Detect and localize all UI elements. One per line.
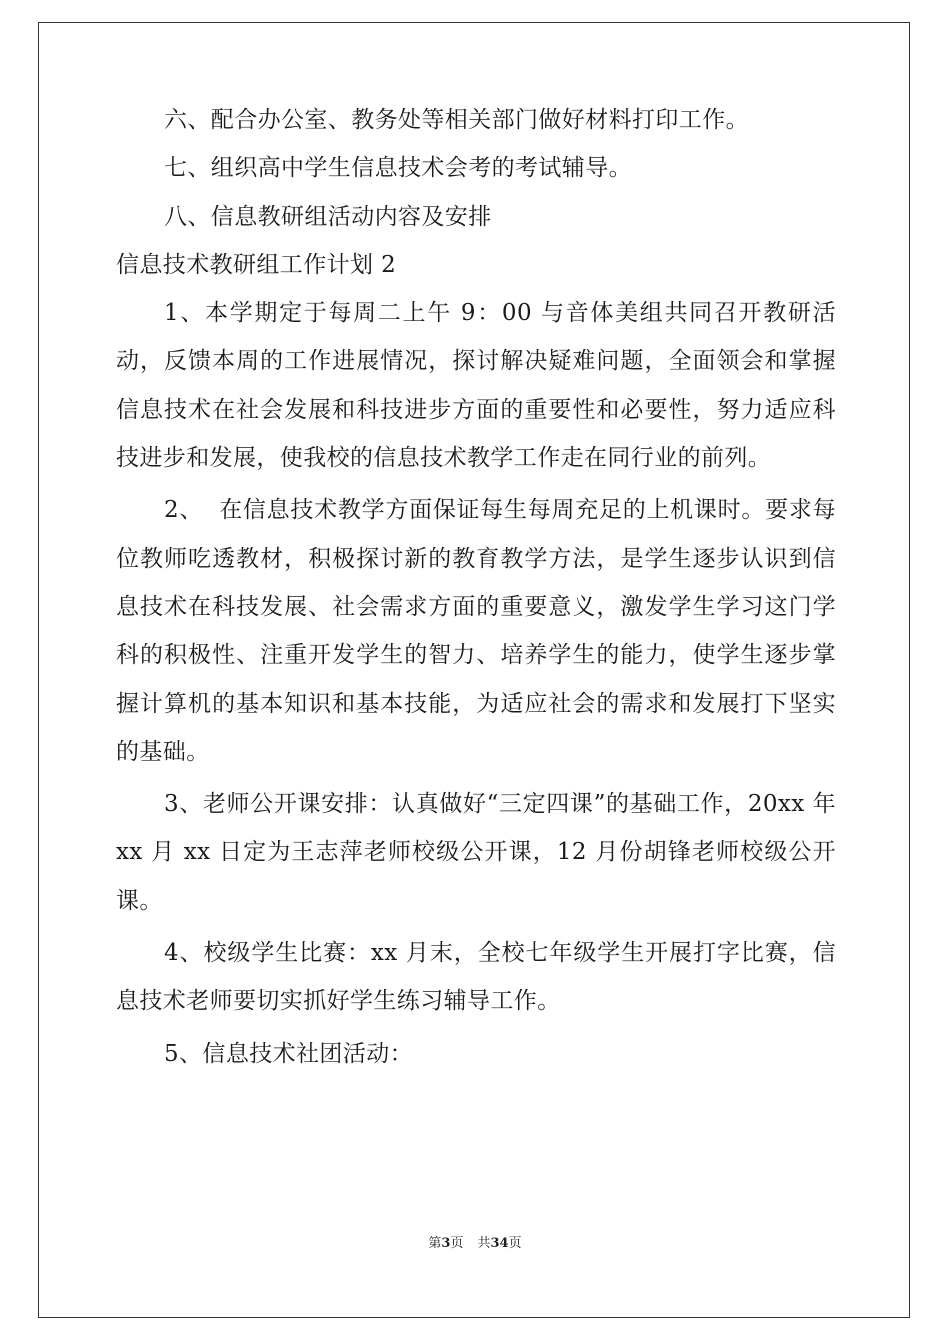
document-body (116, 96, 844, 1078)
section-heading: 信息技术教研组工作计划 2 (116, 251, 397, 278)
item-3-paragraph: 3、老师公开课安排：认真做好“三定四课”的基础工作，20xx 年 xx 月 xx 日定为王志萍老师校级公开课，12 月份胡锋老师校级公开课。 (116, 791, 844, 914)
item-5-paragraph: 5、信息技术社团活动： (164, 1040, 414, 1067)
page-suffix: 页 (450, 1236, 464, 1251)
paragraph-7: 七、组织高中学生信息技术会考的考试辅导。 (164, 155, 632, 182)
page-number: 3 (441, 1236, 451, 1251)
paragraph-8: 八、信息教研组活动内容及安排 (164, 203, 492, 230)
item-1-paragraph: 1、本学期定于每周二上午 9：00 与音体美组共同召开教研活动，反馈本周的工作进展情况，探讨解决疑难问题，全面领会和掌握信息技术在社会发展和科技进步方面的重要性和必要性，努力适应科技进步和发展，使我校的信息技术教学工作走在同行业的前列。 (116, 300, 836, 472)
total-prefix: 共 (477, 1236, 491, 1251)
page-prefix: 第 (428, 1236, 442, 1251)
total-pages: 34 (490, 1236, 509, 1251)
paragraph-6: 六、配合办公室、教务处等相关部门做好材料打印工作。 (164, 107, 749, 133)
item-2-paragraph: 2、 在信息技术教学方面保证每生每周充足的上机课时。要求每位教师吃透教材，积极探讨新的教育教学方法，是学生逐步认识到信息技术在科技发展、社会需求方面的重要意义，激发学生学习这门学科的积极性、注重开发学生的智力、培养学生的能力，使学生逐步掌握计算机的基本知识和基本技能，为适应社会的需求和发展打下坚实的基础。 (116, 497, 836, 765)
item-4-paragraph: 4、校级学生比赛：xx 月末，全校七年级学生开展打字比赛，信息技术老师要切实抓好学生练习辅导工作。 (116, 940, 836, 1015)
total-suffix: 页 (508, 1236, 522, 1251)
page-footer (0, 1232, 950, 1251)
